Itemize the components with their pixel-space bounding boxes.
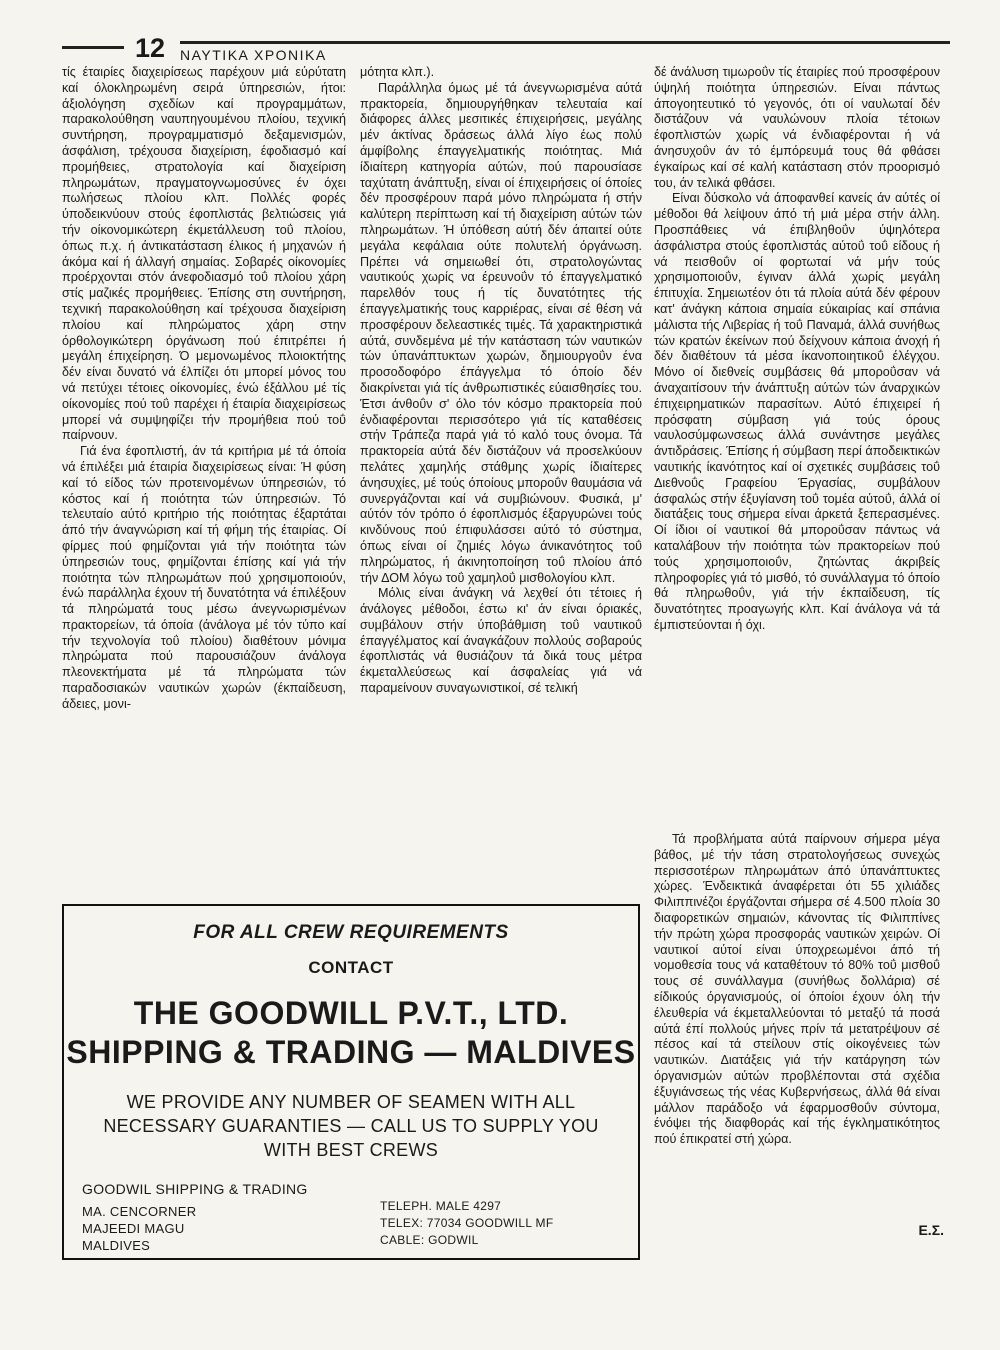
ad-company-subtitle: SHIPPING & TRADING — MALDIVES: [66, 1034, 636, 1070]
ad-agent-name: GOODWIL SHIPPING & TRADING: [82, 1181, 308, 1197]
ad-contact-label: CONTACT: [308, 958, 394, 977]
paragraph: τίς έταιρίες διαχειρίσεως παρέχουν μιά εύρύτατη καί όλοκληρωμένη σειρά ύπηρεσιών, ήτοι: άξιολόγηση σχεδίων καί προγραμμάτων, παρακολούθηση ναυπηγουμένου πλοίου, τεχνική συντήρηση, προγραμματισμό δεξαμενισμών, άσφάλιση, τρέχουσα διαχείριση, έφοδιασμό καί προμήθειες, στρατολογία καί διαχείριση πληρωμάτων, πραγματογνωμοσύνες έν όχει πωλήσεως πλοίου κλπ. Πολλές φορές ύποδεικνύουν στούς έφοπλιστάς βελτιώσεις γιά τήν οίκονομικώτερη έκμετάλλευση τοΰ πλοίου, όπως π.χ. ή άντικατάσταση έλικος ή μηχανών ή άκόμα καί ή άλλαγή σημαίας. Σοβαρές οίκονομίες προέρχονται στόν άνεφοδιασμό τοΰ πλοίου χάρη στίς μαζικές προμήθειες. Έπίσης στη συντήρηση, τεχνική παρακολούθηση καί τρέχουσα διαχείριση πλοίου καί πληρώματος χάρη στην όρθολογικώτερη όργάνωση πού έπιτρέπει ή μεγάλη έπιχείρηση. Ό μεμονωμένος πλοιοκτήτης δέν είναι δυνατό νά έλπίζει ότι μπορεί μόνος του νά πετύχει τέτοιες οίκονομίες, ένώ έξάλλου μέ τίς οίκονομίες πού τοΰ παρέχει ή έταιρία διαχειρίσεως μπορεί νά συμψηφίζει τήν προμήθεια πού τοΰ παίρνουν.: [62, 65, 346, 443]
article-column-3-continued: [654, 832, 940, 1148]
paragraph: δέ άνάλυση τιμωροΰν τίς έταιρίες πού προσφέρουν ύψηλή ποιότητα ύπηρεσιών. Είναι πάντως άπογοητευτικό τό γεγονός, ότι οί ναυλωταί δέν διστάζουν νά ναυλώνουν πλοία τέτοιων έφοπλιστών χωρίς νά ένδιαφέρονται ή νά άνησυχοΰν άν τό έμπόρευμά τους θά φθάσει έγκαίρως καί σέ καλή κατάσταση στόν προορισμό του, άν τελικά φθάσει.: [654, 65, 940, 190]
ad-offer-line: WITH BEST CREWS: [263, 1140, 439, 1160]
ad-telex: TELEX: 77034 GOODWILL MF: [380, 1216, 554, 1230]
ad-address-line: MAJEEDI MAGU: [82, 1221, 185, 1236]
paragraph: Είναι δύσκολο νά άποφανθεί κανείς άν αύτές οί μέθοδοι θά λείψουν άπό τή μιά μέρα στήν άλλη. Προσπάθειες νά έπιβληθοΰν ύψηλότερα άσφάλιστρα στούς έφοπλιστάς αύτοΰ τοΰ είδους ή νά πεισθοΰν οί φορτωταί νά μήν τούς χρησιμοποιοΰν, έγιναν άλλά χωρίς μεγάλη έπιτυχία. Σημειωτέον ότι τά πλοία αύτά δέν φέρουν κατ' άνάγκη κάποια σημαία εύκαιρίας καί σπάνια μάλιστα τής Λιβερίας ή τοΰ Παναμά, άλλά συνήθως τών κρατών έκείνων πού δείχνουν κάποια άνοχή ή δέν διαθέτουν τά μέσα ίκανοποιητικοΰ έλέγχου. Μόνο οί διεθνείς συμβάσεις θά μποροΰσαν νά άναχαιτίσουν τήν άνάπτυξη αύτών τών άναρχικών έπιχειρηματικών παρασίτων. Αύτό έπιχειρεί ή πρόσφατη σύμβαση γιά τούς όρους ναυλοσύμφωνσεως άλλά συνάντησε μεγάλες άντιδράσεις. Έπίσης ή σύμβαση περί άποδεικτικών ναυτικής ίκανότητος καί οί σχετικές συμβάσεις τοΰ Διεθνοΰς Γραφείου Έργασίας, συμβάλουν άσφαλώς στήν έξυγίανση τοΰ τομέα αύτοΰ, άλλά οί διατάξεις τους σήμερα είναι άρκετά ξεπερασμένες. Οί ίδιοι οί ναυτικοί θά μποροΰσαν πάντως νά καταλάβουν τήν ποιότητα τών πρακτορείων πού τούς χρησιμοποιοΰν, ζητώντας άκριβείς πληροφορίες γιά τό μισθό, τό συνάλλαγμα τό όποίο θά πληρωθοΰν, γιά τήν έκπαίδευση, τίς δυνατότητες προαγωγής κλπ. Καί άνάλογα νά τά έμπιστεύονται ή όχι.: [654, 191, 941, 632]
paragraph: Παράλληλα όμως μέ τά άνεγνωρισμένα αύτά πρακτορεία, δημιουργήθηκαν τελευταία καί διάφορες άλλες μεσιτικές έπιχειρήσεις, μεγάλης μέν άκτίνας δράσεως άλλά λίγο έως πολύ άμφίβολης έπαγγελματικής ποιότητας. Μιά ίδιαίτερη κατηγορία αύτών, πού παρουσίασε ταχύτατη άνάπτυξη, είναι οί έπιχειρήσεις οί όποίες δέν προσφέρουν παρά μόνο πληρώματα ή στήν καλύτερη περίπτωση καί τή διαχείριση αύτών τών πληρωμάτων. Ή ύπόθεση αύτή δέν άπαιτεί ούτε μεγάλα κεφάλαια ούτε πολυτελή όργάνωση. Πρέπει νά σημειωθεί ότι, στρατολογώντας ναυτικούς χωρίς να έρευνοΰν τό έπαγγελματικό παρελθόν τους ή τίς δυνατότητες τής έπαγγελματικής τους καρριέρας, είναι σέ θέση νά προσφέρουν δελεαστικές τιμές. Τά χαρακτηριστικά αύτά, συνδεμένα μέ τήν κατάσταση τών ναυτικών τών ύπανάπτυκτων χωρών, δημιουργοΰν ένα προσοδοφόρο έπάγγελμα τό όποίο δέν διακρίνεται γιά τίς άνθρωπιστικές εύαισθησίες του. Έτσι άνθοΰν σ' όλο τόν κόσμο πρακτορεία πού ένδιαφέρονται περισσότερο γιά τίς καταθέσεις στήν Τράπεζα παρά γιά τό καλό τους όνομα. Τά πρακτορεία αύτά δέν διστάζουν νά προσελκύουν πελάτες χαμηλής στάθμης χωρίς ίδιαίτερες άνησυχίες, μέ τούς όποίους μποροΰν θαυμάσια νά συνεργάζονται καί νά συμβιώνουν. Φυσικά, μ' αύτόν τόν τρόπο ό έφοπλισμός έξαργυρώνει τούς κινδύνους πού έπιφυλάσσει αύτό τό σύστημα, όπως είναι οί ζημιές λόγω άνικανότητος τοΰ πληρώματος, ή άκινητοποίηση τοΰ πλοίου άπό τήν ΔΟΜ λόγω τοΰ χαμηλοΰ μισθολογίου κλπ.: [360, 80, 642, 585]
paragraph: Γιά ένα έφοπλιστή, άν τά κριτήρια μέ τά όποία νά έπιλέξει μιά έταιρία διαχειρίσεως είναι: Ή φύση καί τό είδος τών προτεινομένων ύπηρεσιών, τό κόστος καί ή ποιότητα τών ύπηρεσιών. Τό τελευταίο αύτό κριτήριο τής ποιότητας έξαρτάται άπό τήν άναγνώριση καί τή φήμη τής έταιρίας. Οί φίρμες πού φημίζονται γιά τήν ποιότητα τών ύπηρεσιών τους, φημίζονται έπίσης καί γιά τήν ποιότητα τών πληρωμάτων πού χρησιμοποιούν, ένώ παράλληλα έχουν τή δυνατότητα νά έπιλέξουν τά πληρώματά τους μέσω άνεγνωρισμένων πρακτορείων, τά όποία (άνάλογα μέ τόν τύπο καί τήν τεχνολογία τοΰ πλοίου) διαθέτουν μόνιμα πληρώματα πού παρουσιάζουν άνάλογα πλεονεκτήματα μέ τά πληρώματα τών παραδοσιακών ναυτικών χωρών (έκπαίδευση, άδειες, μονι-: [62, 444, 346, 711]
ad-address-line: MA. CENCORNER: [82, 1204, 197, 1219]
ad-offer-line: WE PROVIDE ANY NUMBER OF SEAMEN WITH ALL: [126, 1092, 576, 1112]
ad-cable: CABLE: GODWIL: [380, 1233, 479, 1247]
publication-title: ΝΑΥΤΙΚΑ ΧΡΟΝΙΚΑ: [180, 47, 327, 63]
crew-advertisement: [62, 904, 640, 1260]
article-column-1: [62, 65, 346, 713]
ad-company-name: THE GOODWILL P.V.T., LTD.: [133, 995, 569, 1031]
paragraph: Τά προβλήματα αύτά παίρνουν σήμερα μέγα βάθος, μέ τήν τάση στρατολογήσεως συνεχώς περισσοτέρων πληρωμάτων άπό ύπανάπτυκτες χώρες. Ένδεικτικά άναφέρεται ότι 55 χιλιάδες Φιλιππινέζοι έργάζονται σήμερα σέ 4.500 πλοία 30 διαφορετικών σημαιών, κάνοντας τίς Φιλιππίνες τήν πρώτη χώρα προσφοράς ναυτικών χειρών. Οί ναυτικοί αύτοί είναι ύποχρεωμένοι άπό τή νομοθεσία τους νά καταθέτουν τό 80% τοΰ μισθοΰ τους σέ συνάλλαγμα (συνήθως δολλάρια) σέ είδικούς όργανισμούς, οί όποίοι έχουν όλη τήν έλευθερία νά έκμεταλλεύονται τό μεταξύ τά ποσά αύτά έπί πολλούς μήνες πρίν τά μετατρέψουν σέ πέσος καί τά στείλουν στίς οίκογένειες τών ναυτικών. Διατάξεις γιά τήν κατάργηση τών όργανισμών αύτών προβλέπονται στά σχέδια έξυγιάνσεως τής νέας Κυβερνήσεως, άλλά θά είναι μάλλον παράδοξο νά έφαρμοσθοΰν σύντομα, ένόψει τής διαφθοράς καί τής έγκληματικότητος πού έπικρατεί στή χώρα.: [654, 832, 940, 1147]
paragraph: Μόλις είναι άνάγκη νά λεχθεί ότι τέτοιες ή άνάλογες μέθοδοι, έστω κι' άν είναι όριακές, συμβάλουν στήν ύποβάθμιση τοΰ ναυτικοΰ έπαγγέλματος καί άναγκάζουν πολλούς σοβαρούς έφοπλιστάς νά θυσιάζουν τά δικά τους μέτρα έκμεταλλεύσεως καί άσφαλείας γιά νά παραμείνουν συναγωνιστικοί, σέ τελική: [360, 586, 642, 696]
ad-offer-line: NECESSARY GUARANTIES — CALL US TO SUPPLY YOU: [103, 1116, 599, 1136]
author-initials: Ε.Σ.: [918, 1222, 944, 1238]
header-rule-left: [62, 46, 124, 49]
article-column-3: [654, 65, 940, 634]
ad-telephone: TELEPH. MALE 4297: [380, 1199, 502, 1213]
article-column-2: [360, 65, 642, 697]
ad-address-line: MALDIVES: [82, 1238, 151, 1253]
ad-headline: FOR ALL CREW REQUIREMENTS: [193, 922, 509, 943]
header-rule-right: [180, 41, 950, 44]
paragraph: μότητα κλπ.).: [360, 65, 435, 79]
page-number: 12: [135, 33, 166, 63]
